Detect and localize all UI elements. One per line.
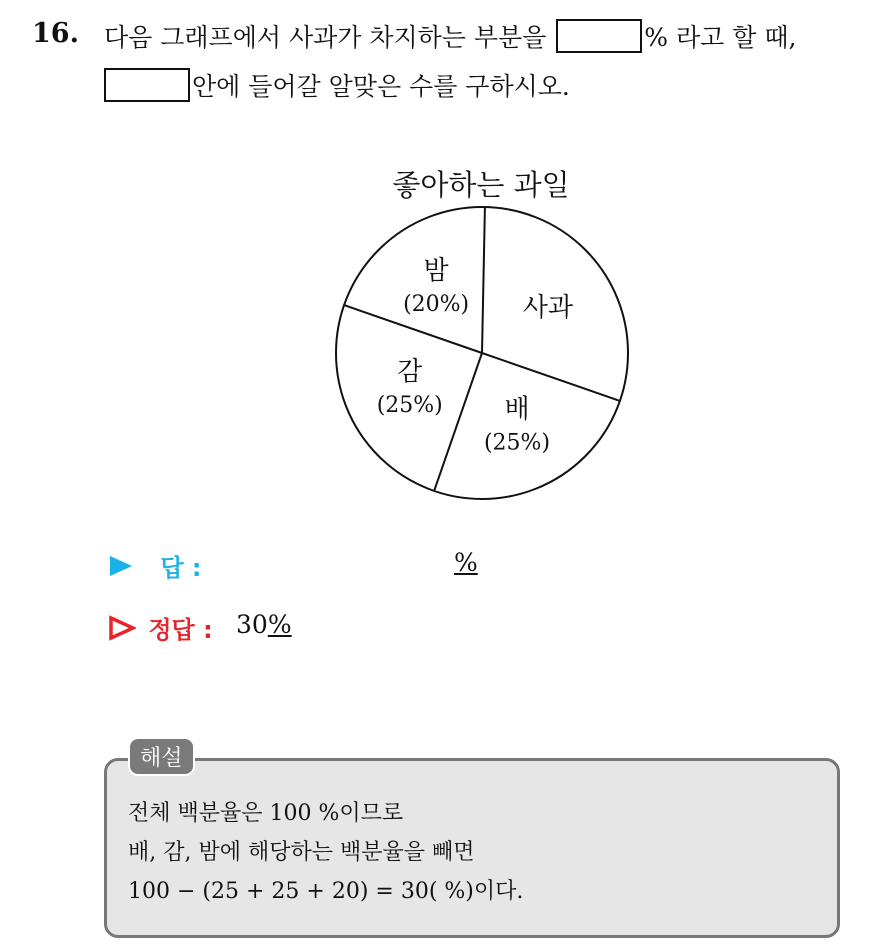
question-line-2 [102,67,570,103]
answer-row [108,548,202,583]
chart-title: 좋아하는 과일 [392,168,570,202]
question-text-c: 안에 들어갈 알맞은 수를 구하시오. [192,72,570,101]
correct-answer-label: 정답 : [148,616,213,644]
correct-answer-row [108,610,213,645]
pie-slice-label: 사과 [522,293,574,324]
question-text-b: % 라고 할 때, [644,23,797,52]
answer-unit: % [454,548,478,577]
question-text-a: 다음 그래프에서 사과가 차지하는 부분을 [104,23,547,52]
answer-blank-box-2 [104,68,190,102]
answer-label: 답 : [160,554,202,582]
pie-slice-percent: (25%) [376,393,443,419]
question-number: 16. [32,18,79,49]
pie-slice-label: 감 [397,357,423,388]
correct-answer-number: 30 [236,610,268,639]
outline-triangle-icon [108,615,136,641]
explanation-tag: 해설 [128,737,195,776]
pie-slice-label: 밤 [423,256,449,287]
pie-slice-label: 배 [504,394,530,425]
question-line-1 [104,18,796,54]
explanation-line-2: 배, 감, 밤에 해당하는 백분율을 빼면 [128,840,475,865]
explanation-line-3: 100 − (25 + 25 + 20) = 30( %)이다. [128,879,524,904]
answer-blank-box [556,19,642,53]
correct-answer-unit: % [267,610,292,639]
correct-answer-value [236,610,292,639]
pie-slice-percent: (20%) [403,292,470,318]
pie-chart [330,205,640,505]
pie-slice-percent: (25%) [483,430,551,456]
explanation-line-1: 전체 백분율은 100 %이므로 [128,801,404,826]
play-triangle-icon [108,554,134,578]
